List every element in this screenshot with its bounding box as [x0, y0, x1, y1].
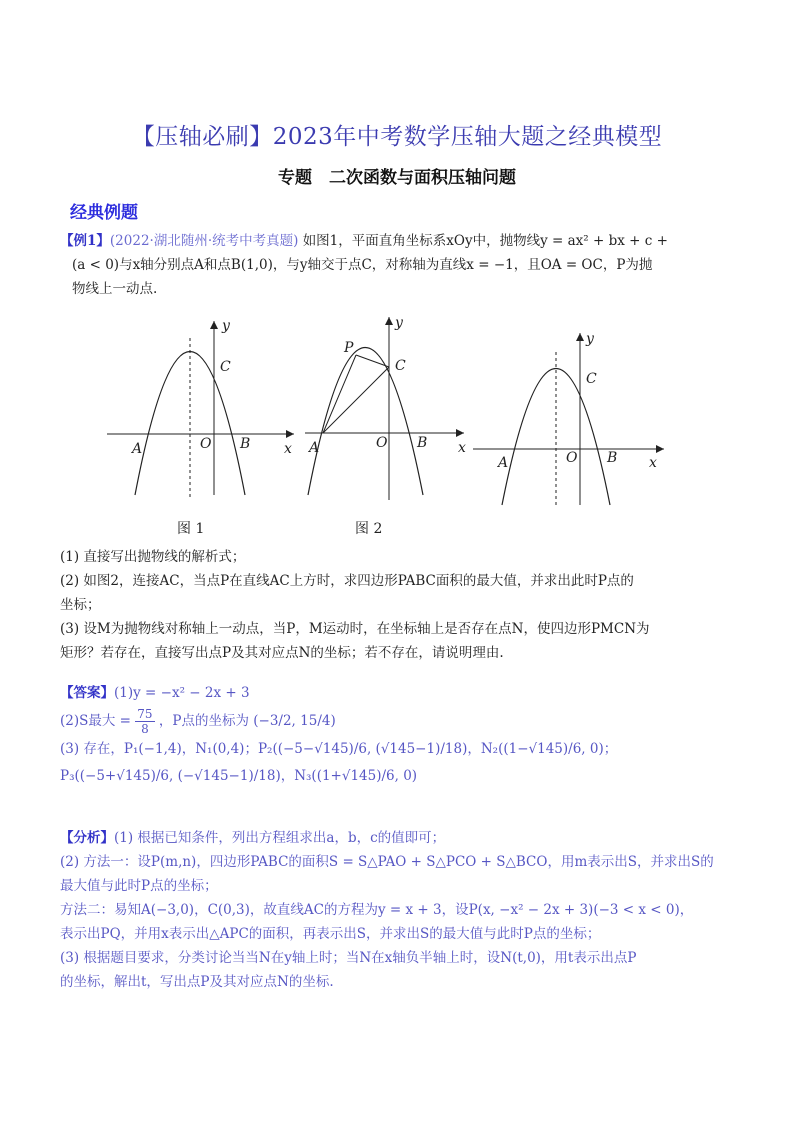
figure-1-caption: 图 1: [177, 521, 205, 537]
fig2-label-y: y: [395, 315, 403, 331]
analysis-1: (1) 根据已知条件，列出方程组求出a，b，c的值即可；: [114, 830, 446, 846]
analysis-7: 的坐标，解出t，写出点P及其对应点N的坐标.: [60, 974, 334, 990]
answer-2-num: 75: [137, 707, 153, 721]
figures: [0, 0, 794, 540]
fig3-label-a: A: [498, 455, 509, 471]
figure-2-caption: 图 2: [355, 521, 383, 537]
page-subtitle: 专题 二次函数与面积压轴问题: [278, 168, 516, 188]
answer-2-point: (−3/2, 15/4): [253, 713, 336, 729]
answer-3-line-2: P₃((−5+√145)/6, (−√145−1)/18)，N₃((1+√145)/6, 0): [60, 768, 418, 784]
answer-block: [60, 680, 730, 790]
question-2: (2) 如图2，连接AC，当点P在直线AC上方时，求四边形PABC面积的最大值，并求出此时P点的: [60, 573, 634, 589]
answer-2-line: [60, 707, 730, 736]
fig3-label-b: B: [607, 450, 618, 466]
example-tag: 【例1】: [60, 233, 110, 249]
fig1-label-y: y: [222, 318, 230, 334]
answer-3-line-1: (3) 存在，P₁(−1,4)，N₁(0,4)；P₂((−5−√145)/6, (√145−1)/18)，N₂((1−√145)/6, 0)；: [60, 741, 618, 757]
answer-2-prefix: (2)S最大 =: [60, 713, 131, 729]
answer-2-fraction: [135, 707, 154, 736]
fig2-label-p: P: [344, 340, 354, 356]
analysis-tag: 【分析】: [60, 830, 114, 846]
question-3-cont: 矩形？若存在，直接写出点P及其对应点N的坐标；若不存在，请说明理由.: [60, 645, 504, 661]
analysis-block: [60, 826, 730, 994]
fig2-label-x: x: [458, 440, 466, 456]
question-1: (1) 直接写出抛物线的解析式；: [60, 549, 246, 565]
example-text-3: 物线上一动点.: [72, 281, 158, 297]
question-2-cont: 坐标；: [60, 597, 101, 613]
analysis-6: (3) 根据题目要求，分类讨论当当N在y轴上时；当N在x轴负半轴上时，设N(t,0)，用t表示出点P: [60, 950, 637, 966]
fig3-label-c: C: [586, 371, 597, 387]
figure-3: [473, 331, 664, 505]
section-heading: 经典例题: [70, 203, 138, 223]
analysis-2: (2) 方法一：设P(m,n)，四边形PABC的面积S = S△PAO + S△PCO + S△BCO，用m表示出S，并求出S的: [60, 854, 714, 870]
fig2-label-o: O: [376, 435, 388, 451]
fig3-label-y: y: [586, 331, 594, 347]
questions: [60, 545, 730, 665]
fig1-label-o: O: [200, 436, 212, 452]
answer-2-mid: ，P点的坐标为: [158, 713, 249, 729]
fig2-label-a: A: [309, 440, 320, 456]
analysis-5: 表示出PQ，并用x表示出△APC的面积，再表示出S，并求出S的最大值与此时P点的坐标；: [60, 926, 601, 942]
fig1-label-x: x: [284, 441, 292, 457]
figure-1: [107, 318, 294, 500]
example-text-1: 如图1，平面直角坐标系xOy中，抛物线y = ax² + bx + c +: [302, 233, 668, 249]
fig2-label-b: B: [417, 435, 428, 451]
analysis-4: 方法二：易知A(−3,0)，C(0,3)，故直线AC的方程为y = x + 3，设P(x, −x² − 2x + 3)(−3 < x < 0)，: [60, 902, 694, 918]
fig1-label-a: A: [132, 441, 143, 457]
answer-2-den: 8: [141, 722, 149, 736]
figure-2: [305, 315, 466, 500]
answer-tag: 【答案】: [60, 685, 114, 701]
example-text-2: (a < 0)与x轴分别点A和点B(1,0)，与y轴交于点C，对称轴为直线x = −1，且OA = OC，P为抛: [72, 257, 653, 273]
fig3-label-o: O: [566, 450, 578, 466]
example-source: (2022·湖北随州·统考中考真题): [109, 233, 299, 249]
fig1-label-c: C: [220, 359, 231, 375]
answer-1: (1)y = −x² − 2x + 3: [114, 685, 250, 701]
page-title: 【压轴必刷】2023年中考数学压轴大题之经典模型: [131, 124, 663, 150]
fig3-label-x: x: [649, 455, 657, 471]
analysis-3: 最大值与此时P点的坐标；: [60, 878, 218, 894]
fig2-label-c: C: [395, 358, 406, 374]
question-3: (3) 设M为抛物线对称轴上一动点，当P，M运动时，在坐标轴上是否存在点N，使四边形PMCN为: [60, 621, 650, 637]
fig1-label-b: B: [240, 436, 251, 452]
